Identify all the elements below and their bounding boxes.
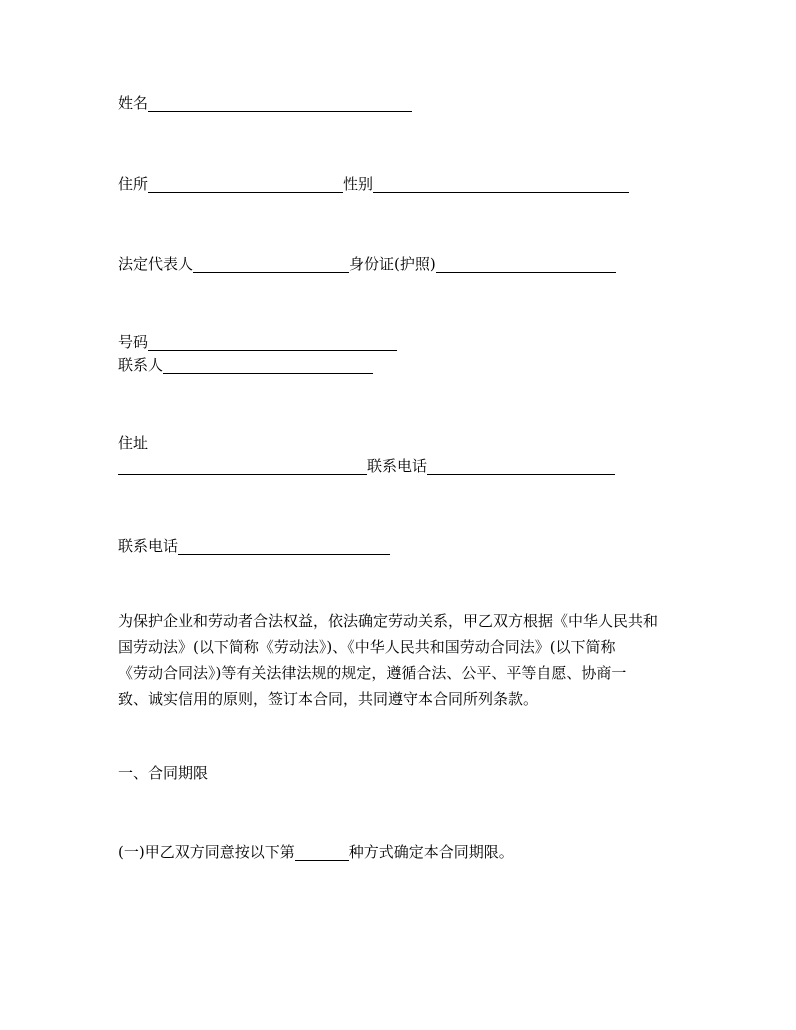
section-heading-row [118, 762, 208, 784]
intro-line: 《劳动合同法》)等有关法律法规的规定，遵循合法、公平、平等自愿、协商一 [118, 664, 627, 682]
address-label: 住所 [118, 175, 149, 193]
intro-line: 致、诚实信用的原则，签订本合同，共同遵守本合同所列条款。 [118, 690, 539, 708]
term-item-prefix: (一)甲乙双方同意按以下第 [118, 843, 295, 861]
legal-rep-blank[interactable] [193, 256, 349, 273]
intro-line: 为保护企业和劳动者合法权益，依法确定劳动关系，甲乙双方根据《中华人民共和 [118, 612, 659, 630]
gender-label: 性别 [343, 175, 374, 193]
contact-person-blank[interactable] [163, 357, 373, 374]
contact-phone-label-2: 联系电话 [118, 537, 179, 555]
legal-rep-id-row [118, 253, 616, 275]
intro-paragraph [118, 608, 690, 712]
number-row [118, 331, 397, 353]
name-row [118, 92, 412, 114]
contact-person-row [118, 354, 373, 376]
address-blank[interactable] [148, 176, 343, 193]
id-blank[interactable] [436, 256, 616, 273]
term-item-row [118, 841, 514, 863]
residence-phone-row [118, 455, 615, 477]
term-method-blank[interactable] [295, 844, 349, 861]
residence-row [118, 432, 148, 454]
name-blank[interactable] [148, 95, 412, 112]
number-blank[interactable] [148, 334, 397, 351]
legal-rep-label: 法定代表人 [118, 255, 194, 273]
residence-label: 住址 [118, 434, 149, 452]
intro-line: 国劳动法》(以下简称《劳动法》)、《中华人民共和国劳动合同法》(以下简称 [118, 638, 616, 656]
number-label: 号码 [118, 333, 149, 351]
contact-phone-blank-1[interactable] [427, 458, 615, 475]
contact-phone-blank-2[interactable] [178, 538, 390, 555]
address-gender-row [118, 173, 629, 195]
residence-blank[interactable] [118, 458, 367, 475]
id-label: 身份证(护照) [349, 255, 436, 273]
contact-phone-label-1: 联系电话 [367, 457, 428, 475]
name-label: 姓名 [118, 94, 149, 112]
contact-person-label: 联系人 [118, 356, 164, 374]
section-heading: 一、合同期限 [118, 764, 209, 782]
term-item-suffix: 种方式确定本合同期限。 [348, 843, 514, 861]
gender-blank[interactable] [373, 176, 629, 193]
contact-phone-row [118, 535, 390, 557]
